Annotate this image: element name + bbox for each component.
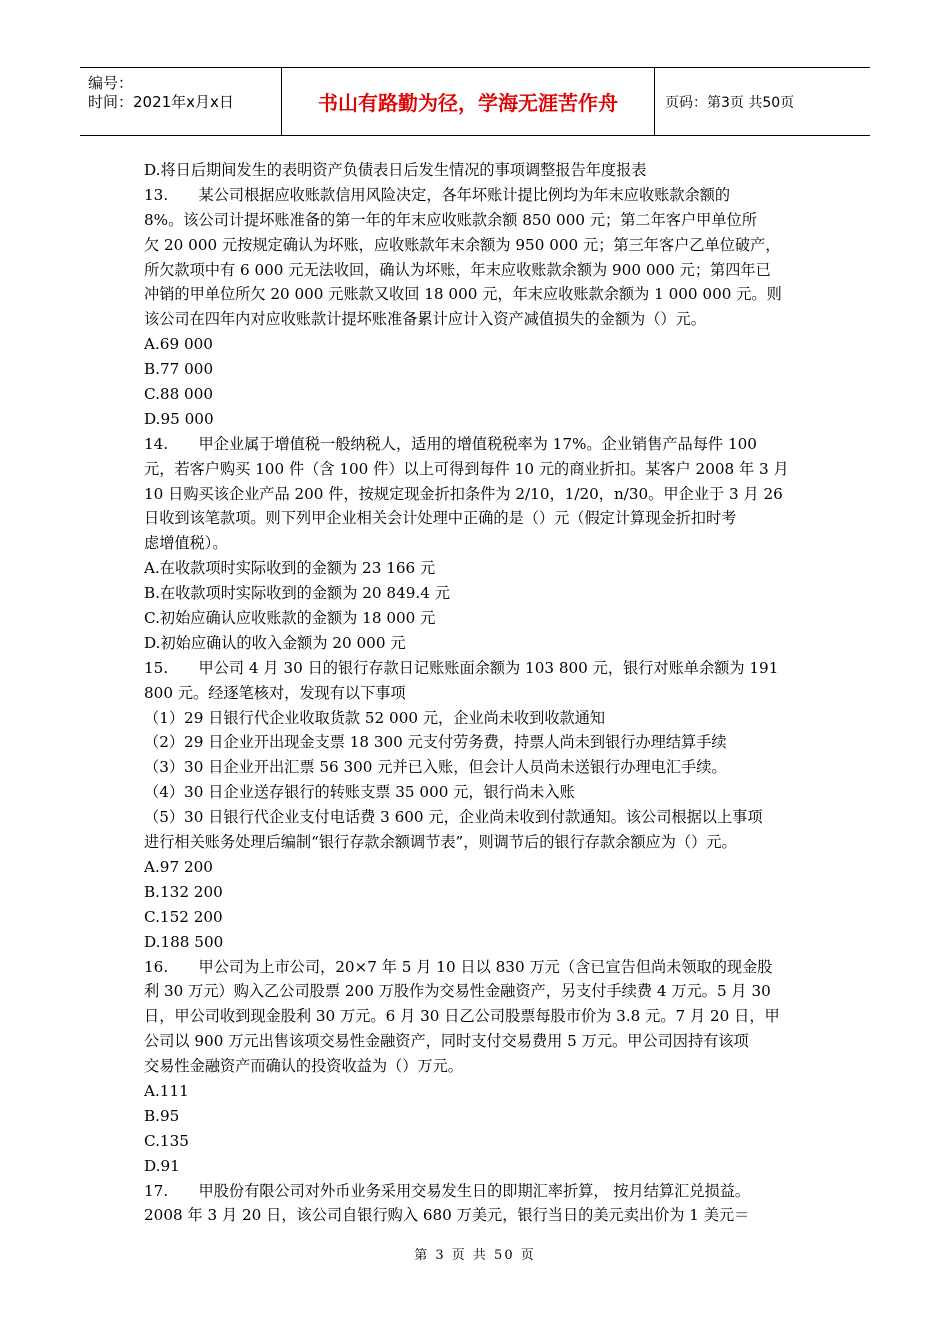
text-line: 利 30 万元）购入乙公司股票 200 万股作为交易性金融资产，另支付手续费 4 万元。5 月 30 <box>144 982 771 1001</box>
text-line: 2008 年 3 月 20 日，该公司自银行购入 680 万美元，银行当日的美元卖出价为 1 美元＝ <box>144 1206 750 1225</box>
text-line: C.初始应确认应收账款的金额为 18 000 元 <box>144 609 436 628</box>
text-line: 元，若客户购买 100 件（含 100 件）以上可得到每件 10 元的商业折扣。某客户 2008 年 3 月 <box>144 459 789 478</box>
text-line: C.152 200 <box>144 907 223 926</box>
text-line: 该公司在四年内对应收账款计提坏账准备累计应计入资产减值损失的金额为（）元。 <box>144 310 706 329</box>
text-line: （3）30 日企业开出汇票 56 300 元并已入账，但会计人员尚未送银行办理电汇手续。 <box>144 758 727 777</box>
page-header <box>80 67 870 136</box>
text-line: C.135 <box>144 1131 189 1150</box>
text-line: 公司以 900 万元出售该项交易性金融资产，同时支付交易费用 5 万元。甲公司因持有该项 <box>144 1032 749 1051</box>
text-line: （2）29 日企业开出现金支票 18 300 元支付劳务费，持票人尚未到银行办理结算手续 <box>144 733 727 752</box>
page-footer: 第 3 页 共 50 页 <box>414 1248 536 1263</box>
text-line: 13. 某公司根据应收账款信用风险决定，各年坏账计提比例均为年末应收账款余额的 <box>144 185 731 204</box>
text-line: 14. 甲企业属于增值税一般纳税人，适用的增值税税率为 17%。企业销售产品每件 100 <box>144 434 757 453</box>
text-line: 日收到该笔款项。则下列甲企业相关会计处理中正确的是（）元（假定计算现金折扣时考 <box>144 509 737 528</box>
text-line: A.97 200 <box>144 857 213 876</box>
text-line: 800 元。经逐笔核对，发现有以下事项 <box>144 683 406 702</box>
text-line: 交易性金融资产而确认的投资收益为（）万元。 <box>144 1057 463 1076</box>
text-line: D.91 <box>144 1156 180 1175</box>
text-line: B.77 000 <box>144 360 214 379</box>
text-line: 10 日购买该企业产品 200 件，按规定现金折扣条件为 2/10，1/20，n/30。甲企业于 3 月 26 <box>144 484 783 503</box>
text-line: D.初始应确认的收入金额为 20 000 元 <box>144 633 406 652</box>
text-line: 冲销的甲单位所欠 20 000 元账款又收回 18 000 元，年末应收账款余额为 1 000 000 元。则 <box>144 285 782 304</box>
text-line: （1）29 日银行代企业收取货款 52 000 元，企业尚未收到收款通知 <box>144 708 606 727</box>
text-line: （4）30 日企业送存银行的转账支票 35 000 元，银行尚未入账 <box>144 783 575 802</box>
header-meta-cell <box>80 68 282 135</box>
number-label: 编号： <box>88 74 134 92</box>
text-line: 17. 甲股份有限公司对外币业务采用交易发生日的即期汇率折算， 按月结算汇兑损益。 <box>144 1181 751 1200</box>
text-line: A.111 <box>144 1081 189 1100</box>
header-page-number: 页码：第3页 共50页 <box>665 94 795 111</box>
header-motto: 书山有路勤为径，学海无涯苦作舟 <box>282 68 655 135</box>
date-label: 时间：2021年x月x日 <box>88 93 234 111</box>
text-line: 进行相关账务处理后编制“银行存款余额调节表”，则调节后的银行存款余额应为（）元。 <box>144 833 737 852</box>
text-line: 日，甲公司收到现金股利 30 万元。6 月 30 日乙公司股票每股市价为 3.8 元。7 月 20 日，甲 <box>144 1007 780 1026</box>
text-line: 15. 甲公司 4 月 30 日的银行存款日记账账面余额为 103 800 元，银行对账单余额为 191 <box>144 658 779 677</box>
text-line: D.188 500 <box>144 932 224 951</box>
text-line: B.在收款项时实际收到的金额为 20 849.4 元 <box>144 584 450 603</box>
text-line: B.132 200 <box>144 882 223 901</box>
text-line: D.将日后期间发生的表明资产负债表日后发生情况的事项调整报告年度报表 <box>144 161 647 179</box>
text-line: D.95 000 <box>144 409 214 428</box>
text-line: （5）30 日银行代企业支付电话费 3 600 元，企业尚未收到付款通知。该公司根据以上事项 <box>144 808 763 827</box>
text-line: 欠 20 000 元按规定确认为坏账，应收账款年末余额为 950 000 元；第三年客户乙单位破产， <box>144 235 781 254</box>
text-line: C.88 000 <box>144 385 214 404</box>
text-line: A.69 000 <box>144 335 213 354</box>
document-body <box>144 158 820 1228</box>
text-line: 所欠款项中有 6 000 元无法收回，确认为坏账，年末应收账款余额为 900 000 元；第四年已 <box>144 260 771 279</box>
text-line: A.在收款项时实际收到的金额为 23 166 元 <box>144 559 436 578</box>
text-line: B.95 <box>144 1106 180 1125</box>
text-line: 8%。该公司计提坏账准备的第一年的年末应收账款余额 850 000 元；第二年客户甲单位所 <box>144 210 757 229</box>
text-line: 16. 甲公司为上市公司，20×7 年 5 月 10 日以 830 万元（含已宣告但尚未领取的现金股 <box>144 957 773 976</box>
text-line: 虑增值税）。 <box>144 534 228 553</box>
